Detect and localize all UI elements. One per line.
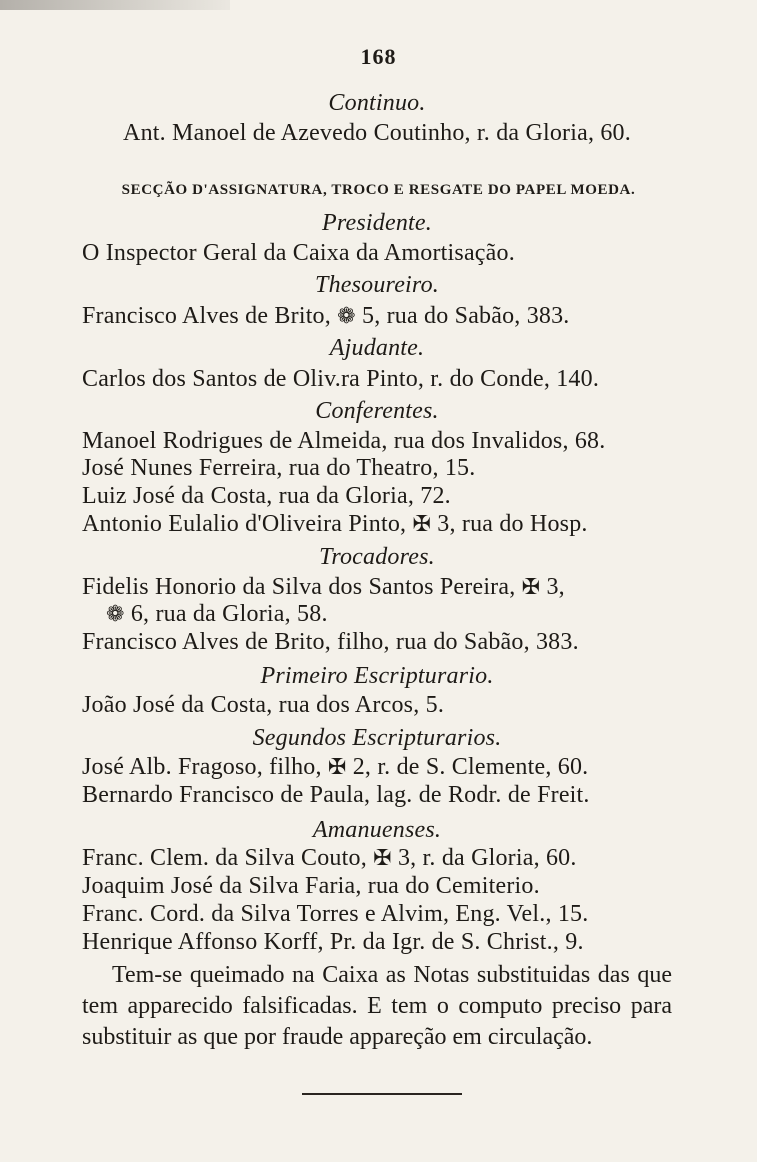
entry-amanuense-1-address: 3, r. da Gloria, 60. <box>397 845 577 871</box>
entry-conferente-2: José Nunes Ferreira, rua do Theatro, 15. <box>82 455 476 481</box>
entry-conferente-3: Luiz José da Costa, rua da Gloria, 72. <box>82 483 451 509</box>
entry-amanuense-1 <box>82 843 672 874</box>
ink-smudge <box>0 0 230 10</box>
entry-conferente-1: Manoel Rodrigues de Almeida, rua dos Invalidos, 68. <box>82 428 606 454</box>
entry-presidente: O Inspector Geral da Caixa da Amortisação. <box>82 240 515 266</box>
heading-presidente: Presidente. <box>322 210 432 236</box>
closing-paragraph-text: Tem-se queimado na Caixa as Notas substituidas das que tem apparecido falsificadas. E tem o computo preciso para substituir as que por fraude appareção em circulação. <box>82 962 672 1050</box>
heading-primeiro-escripturario: Primeiro Escripturario. <box>260 663 494 689</box>
entry-conferente-4-name: Antonio Eulalio d'Oliveira Pinto, <box>82 511 407 537</box>
continuation-label: Continuo. <box>328 90 426 116</box>
entry-segundo-escripturario-1-name: José Alb. Fragoso, filho, <box>82 754 322 780</box>
entry-trocador-1-address: 6, rua da Gloria, 58. <box>130 601 328 627</box>
continuation-entry: Ant. Manoel de Azevedo Coutinho, r. da Gloria, 60. <box>123 120 631 146</box>
heading-ajudante: Ajudante. <box>329 335 425 361</box>
entry-trocador-1-name: Fidelis Honorio da Silva dos Santos Pereira, <box>82 574 516 600</box>
cross-order-icon: ✠ <box>412 512 432 537</box>
entry-thesoureiro-address: 5, rua do Sabão, 383. <box>362 303 570 329</box>
rose-order-icon: ❁ <box>337 304 356 329</box>
section-title: SECÇÃO D'ASSIGNATURA, TROCO E RESGATE DO PAPEL MOEDA. <box>121 182 636 198</box>
entry-thesoureiro <box>82 301 672 332</box>
cross-order-icon: ✠ <box>521 575 541 600</box>
entry-segundo-escripturario-1-address: 2, r. de S. Clemente, 60. <box>352 754 589 780</box>
entry-trocador-2: Francisco Alves de Brito, filho, rua do Sabão, 383. <box>82 629 579 655</box>
heading-conferentes: Conferentes. <box>315 398 439 424</box>
entry-amanuense-4: Henrique Affonso Korff, Pr. da Igr. de S. Christ., 9. <box>82 929 584 955</box>
entry-amanuense-3: Franc. Cord. da Silva Torres e Alvim, Eng. Vel., 15. <box>82 901 589 927</box>
entry-amanuense-1-name: Franc. Clem. da Silva Couto, <box>82 845 367 871</box>
entry-trocador-1-continued <box>106 599 672 630</box>
entry-conferente-4 <box>82 509 672 540</box>
entry-thesoureiro-name: Francisco Alves de Brito, <box>82 303 331 329</box>
entry-segundo-escripturario-2: Bernardo Francisco de Paula, lag. de Rodr. de Freit. <box>82 782 590 808</box>
entry-conferente-4-address: 3, rua do Hosp. <box>437 511 588 537</box>
entry-ajudante: Carlos dos Santos de Oliv.ra Pinto, r. do Conde, 140. <box>82 366 600 392</box>
cross-order-icon: ✠ <box>373 846 392 871</box>
closing-paragraph <box>82 960 672 1053</box>
heading-thesoureiro: Thesoureiro. <box>315 272 439 298</box>
heading-trocadores: Trocadores. <box>319 544 435 570</box>
entry-primeiro-escripturario: João José da Costa, rua dos Arcos, 5. <box>82 692 445 718</box>
heading-segundos-escripturarios: Segundos Escripturarios. <box>252 725 502 751</box>
end-rule <box>302 1093 462 1095</box>
cross-order-icon: ✠ <box>327 755 347 780</box>
page-number: 168 <box>360 44 397 69</box>
entry-segundo-escripturario-1 <box>82 752 672 783</box>
entry-trocador-1-suffix: 3, <box>546 574 565 600</box>
rose-order-icon: ❁ <box>106 602 125 627</box>
heading-amanuenses: Amanuenses. <box>312 817 442 843</box>
entry-amanuense-2: Joaquim José da Silva Faria, rua do Cemiterio. <box>82 873 540 899</box>
